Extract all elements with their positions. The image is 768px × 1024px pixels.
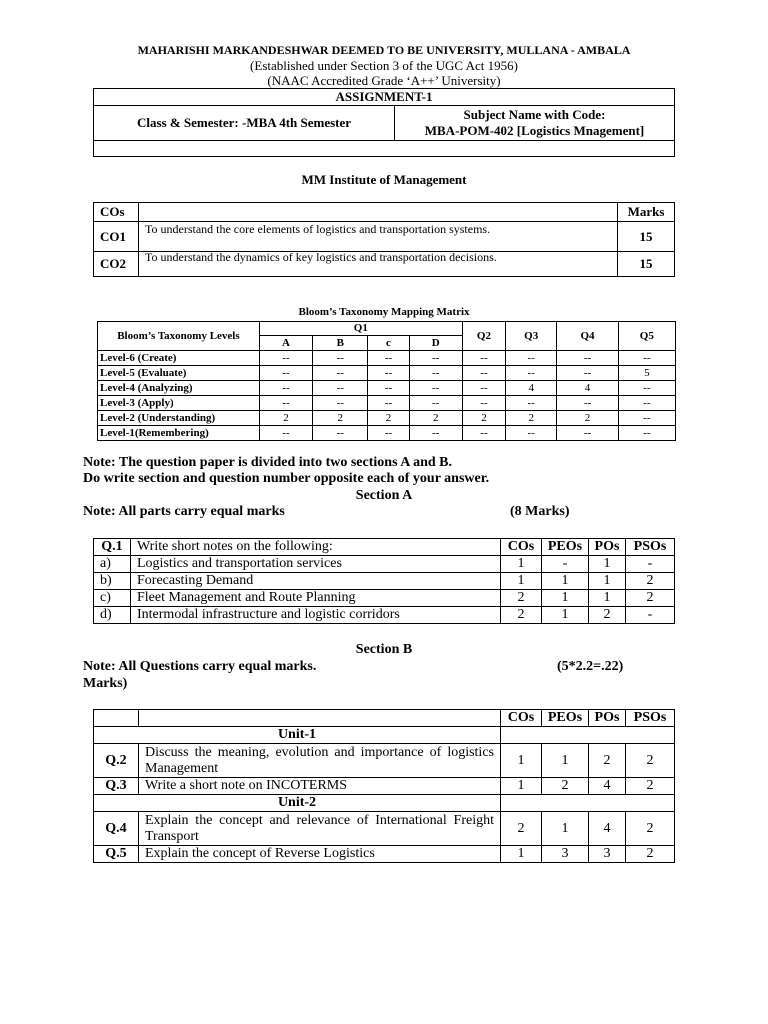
section-a-table [93,538,675,624]
bloom-level-label: Level-2 (Understanding) [98,411,260,426]
psos-value: 2 [626,846,675,863]
section-b-note: Note: All Questions carry equal marks. [83,659,317,674]
question-number: Q.5 [94,846,139,863]
peos-value: - [542,556,589,573]
section-b-marks: (5*2.2=.22) [557,659,624,674]
note-line-1: Note: The question paper is divided into two sections A and B. [83,455,452,470]
q1-header: Q1 [259,322,462,336]
course-outcomes-table [93,202,675,277]
unit-1-heading: Unit-1 [94,727,501,744]
bloom-cell: -- [409,426,462,441]
section-a-rows [94,556,675,624]
q5-header: Q5 [618,322,675,351]
bloom-cell: -- [618,381,675,396]
bloom-cell: 2 [259,411,312,426]
bloom-level-label: Level-4 (Analyzing) [98,381,260,396]
part-text: Forecasting Demand [131,573,501,590]
section-a-heading: Section A [355,488,413,503]
bloom-row [98,381,676,396]
question-text: Discuss the meaning, evolution and importance of logistics Management [139,744,501,778]
section-a-row [94,573,675,590]
bloom-cell: -- [368,426,409,441]
bloom-cell: 2 [368,411,409,426]
bloom-cell: 2 [506,411,557,426]
question-row [94,744,675,778]
q1-sub-d: D [409,336,462,351]
section-a-row [94,607,675,624]
question-number: Q.3 [94,778,139,795]
question-row [94,812,675,846]
peos-col-header: PEOs [542,539,589,556]
bloom-level-label: Level-1(Remembering) [98,426,260,441]
bloom-cell: -- [462,381,505,396]
psos-col-header: PSOs [626,539,675,556]
pos-value: 1 [589,573,626,590]
subject-code: MBA-POM-402 [Logistics Mnagement] [424,123,645,138]
bloom-cell: -- [462,351,505,366]
bloom-cell: -- [618,411,675,426]
cos-value: 1 [501,744,542,778]
q1-number: Q.1 [94,539,131,556]
bloom-cell: -- [462,366,505,381]
section-b-heading: Section B [355,642,413,657]
q1-sub-c: c [368,336,409,351]
part-label: c) [94,590,131,607]
bloom-cell: -- [259,351,312,366]
psos-value: - [626,556,675,573]
pos-value: 1 [589,590,626,607]
assignment-title: ASSIGNMENT-1 [94,89,675,106]
naac-line: (NAAC Accredited Grade ‘A++’ University) [267,73,501,88]
bloom-level-label: Level-5 (Evaluate) [98,366,260,381]
established-line: (Established under Section 3 of the UGC Act 1956) [250,58,518,73]
cos-value: 2 [501,590,542,607]
bloom-cell: -- [506,351,557,366]
cos-value: 2 [501,607,542,624]
part-text: Intermodal infrastructure and logistic corridors [131,607,501,624]
bloom-row [98,396,676,411]
peos-value: 2 [542,778,589,795]
question-text: Write a short note on INCOTERMS [139,778,501,795]
subject-cell [395,106,675,141]
psos-value: 2 [626,812,675,846]
cos-col-header: COs [501,710,542,727]
cos-desc-header [139,203,618,222]
cos-header: COs [94,203,139,222]
part-label: b) [94,573,131,590]
pos-value: 3 [589,846,626,863]
bloom-cell: -- [557,426,618,441]
bloom-cell: -- [368,396,409,411]
bloom-title: Bloom’s Taxonomy Mapping Matrix [298,306,470,318]
bloom-cell: -- [368,381,409,396]
marks-header: Marks [618,203,675,222]
peos-value: 1 [542,812,589,846]
peos-col-header: PEOs [542,710,589,727]
bloom-cell: 2 [462,411,505,426]
question-row [94,846,675,863]
blank-cell [501,727,675,744]
psos-value: 2 [626,778,675,795]
bloom-cell: -- [259,396,312,411]
bloom-cell: -- [462,426,505,441]
co-code: CO1 [94,222,139,252]
bloom-cell: 4 [557,381,618,396]
section-a-row [94,556,675,573]
cos-value: 1 [501,846,542,863]
peos-value: 1 [542,590,589,607]
bloom-row [98,351,676,366]
question-number: Q.2 [94,744,139,778]
bloom-cell: -- [313,351,368,366]
psos-value: - [626,607,675,624]
part-text: Logistics and transportation services [131,556,501,573]
part-text: Fleet Management and Route Planning [131,590,501,607]
part-label: a) [94,556,131,573]
bloom-row [98,366,676,381]
bloom-cell: -- [506,426,557,441]
bloom-level-label: Level-3 (Apply) [98,396,260,411]
section-a-row [94,590,675,607]
bloom-cell: -- [462,396,505,411]
part-label: d) [94,607,131,624]
question-text: Explain the concept and relevance of International Freight Transport [139,812,501,846]
bloom-cell: -- [557,396,618,411]
pos-value: 2 [589,607,626,624]
cos-col-header: COs [501,539,542,556]
bloom-cell: -- [409,396,462,411]
bloom-cell: -- [409,381,462,396]
peos-value: 1 [542,744,589,778]
bloom-cell: -- [313,396,368,411]
bloom-cell: -- [313,381,368,396]
question-text: Explain the concept of Reverse Logistics [139,846,501,863]
cos-value: 1 [501,573,542,590]
q1-sub-a: A [259,336,312,351]
bloom-cell: 2 [409,411,462,426]
section-b-marks-cont: Marks) [83,676,128,691]
peos-value: 1 [542,607,589,624]
co-marks: 15 [618,252,675,277]
class-semester: Class & Semester: -MBA 4th Semester [94,106,395,141]
bloom-cell: 4 [506,381,557,396]
co-description: To understand the dynamics of key logistics and transportation decisions. [139,252,618,277]
bloom-cell: -- [506,366,557,381]
q3-header: Q3 [506,322,557,351]
bloom-cell: -- [409,351,462,366]
co-marks: 15 [618,222,675,252]
bloom-level-label: Level-6 (Create) [98,351,260,366]
pos-value: 4 [589,812,626,846]
question-number: Q.4 [94,812,139,846]
blank-cell [139,710,501,727]
question-row [94,778,675,795]
pos-value: 4 [589,778,626,795]
blank-row [94,141,675,157]
psos-value: 2 [626,590,675,607]
pos-col-header: POs [589,539,626,556]
q1-text: Write short notes on the following: [131,539,501,556]
bloom-cell: -- [313,426,368,441]
note-line-2: Do write section and question number opposite each of your answer. [83,471,490,486]
bloom-cell: -- [506,396,557,411]
bloom-cell: 5 [618,366,675,381]
bloom-cell: -- [259,366,312,381]
bloom-cell: 2 [313,411,368,426]
psos-col-header: PSOs [626,710,675,727]
peos-value: 3 [542,846,589,863]
section-b-table [93,709,675,863]
assignment-header-table [93,88,675,157]
bloom-cell: -- [368,351,409,366]
bloom-row [98,411,676,426]
bloom-cell: -- [259,426,312,441]
bloom-cell: -- [259,381,312,396]
bloom-cell: -- [618,426,675,441]
pos-col-header: POs [589,710,626,727]
psos-value: 2 [626,573,675,590]
bloom-row [98,426,676,441]
blank-cell [94,710,139,727]
bloom-matrix-table [97,321,676,441]
pos-value: 2 [589,744,626,778]
co-code: CO2 [94,252,139,277]
bloom-cell: -- [618,396,675,411]
bloom-cell: -- [409,366,462,381]
bloom-cell: -- [368,366,409,381]
bloom-cell: -- [313,366,368,381]
bloom-cell: -- [557,366,618,381]
bloom-levels-header: Bloom’s Taxonomy Levels [98,322,260,351]
bloom-cell: 2 [557,411,618,426]
bloom-rows [98,351,676,441]
subject-label: Subject Name with Code: [463,107,606,122]
pos-value: 1 [589,556,626,573]
blank-cell [501,795,675,812]
psos-value: 2 [626,744,675,778]
section-a-marks: (8 Marks) [510,504,570,519]
q2-header: Q2 [462,322,505,351]
cos-value: 2 [501,812,542,846]
q4-header: Q4 [557,322,618,351]
unit-2-heading: Unit-2 [94,795,501,812]
cos-value: 1 [501,778,542,795]
q1-sub-b: B [313,336,368,351]
university-name: MAHARISHI MARKANDESHWAR DEEMED TO BE UNIVERSITY, MULLANA - AMBALA [137,43,631,57]
bloom-cell: -- [618,351,675,366]
bloom-cell: -- [557,351,618,366]
peos-value: 1 [542,573,589,590]
cos-value: 1 [501,556,542,573]
section-a-note: Note: All parts carry equal marks [83,504,285,519]
co-description: To understand the core elements of logistics and transportation systems. [139,222,618,252]
institute-name: MM Institute of Management [301,172,467,187]
